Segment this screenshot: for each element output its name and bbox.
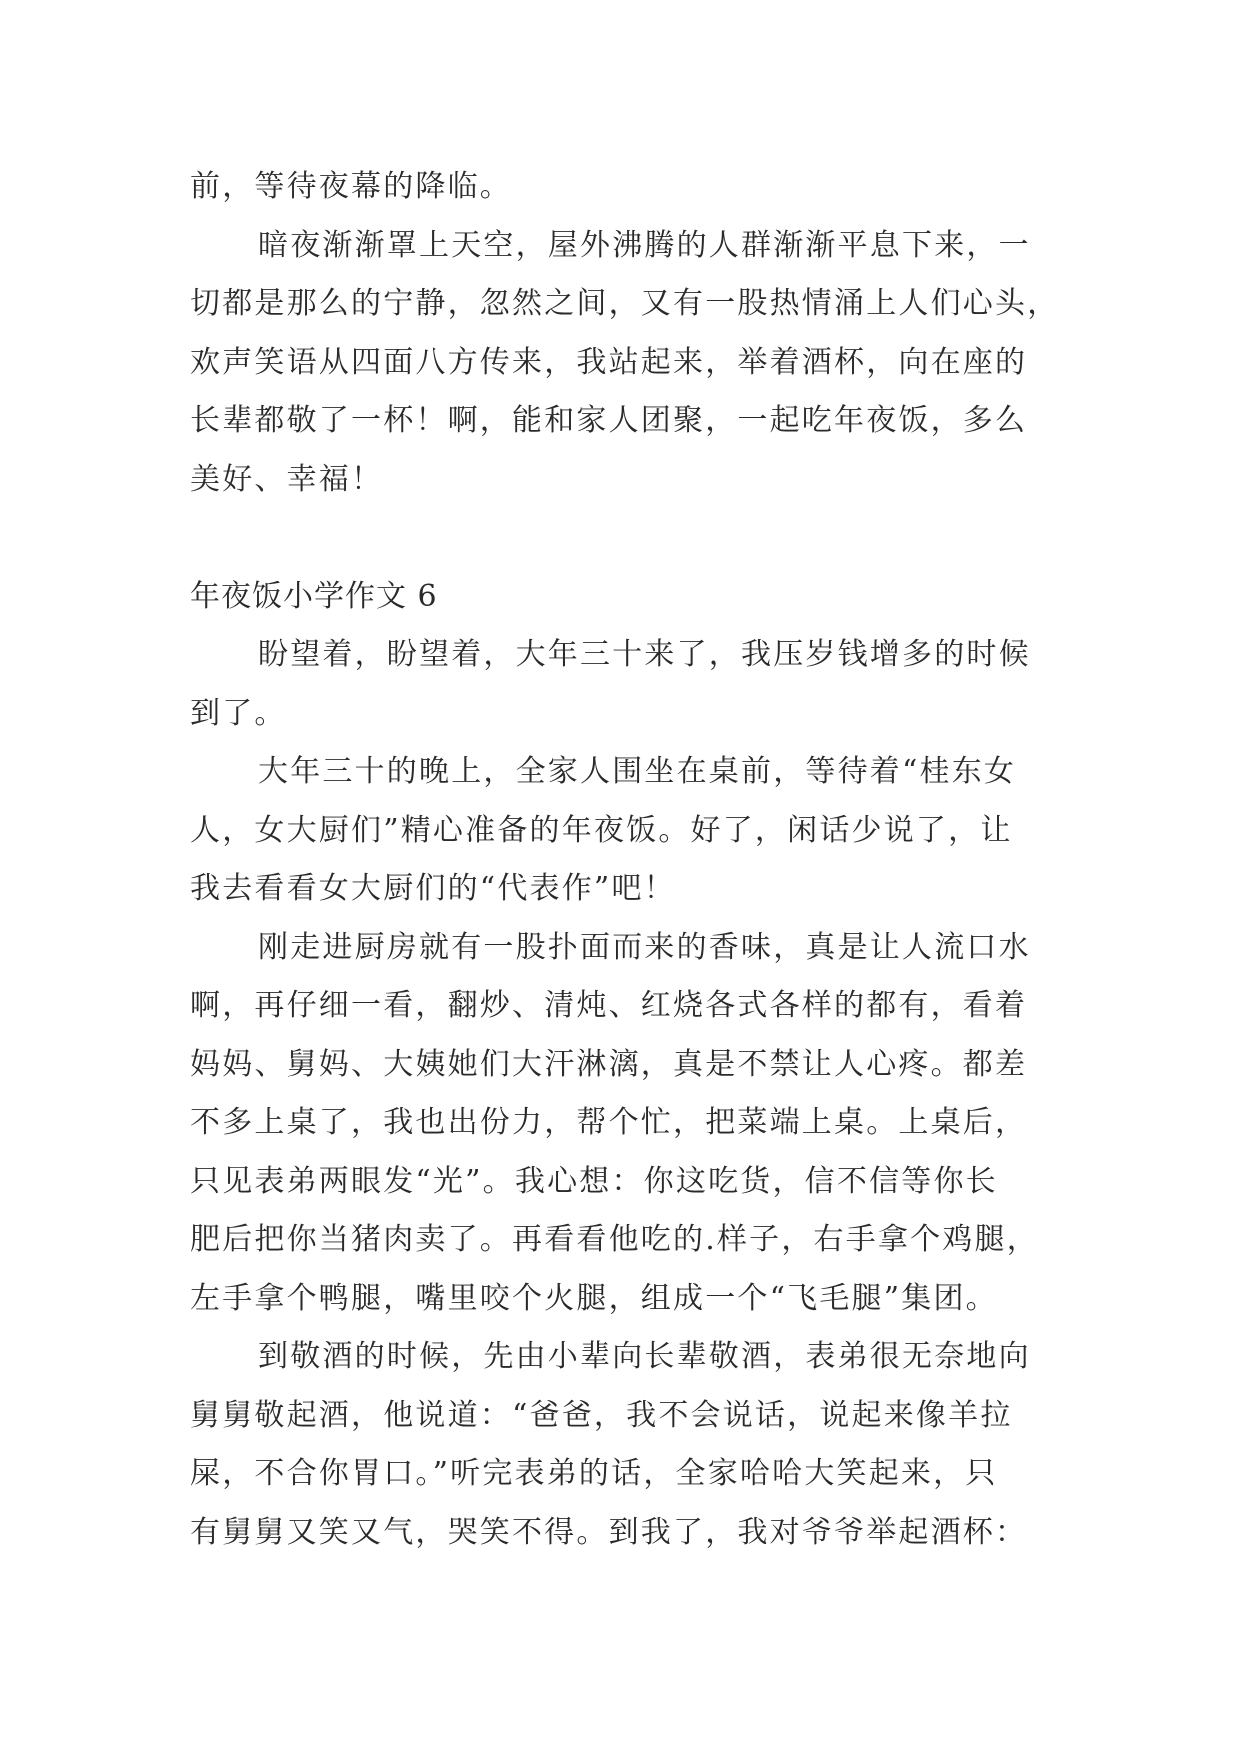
text-line: 美好、幸福！ [190, 461, 384, 497]
paragraph-continuation [190, 158, 1050, 217]
text-line: 到了。 [190, 695, 287, 731]
text-line: 人，女大厨们”精心准备的年夜饭。好了，闲话少说了，让 [190, 812, 1013, 848]
text-line: 肥后把你当猪肉卖了。再看看他吃的.样子，右手拿个鸡腿， [190, 1222, 1039, 1257]
document-body [190, 158, 1060, 1562]
paragraph-4 [190, 919, 1050, 1329]
section-heading: 年夜饭小学作文 6 [190, 578, 438, 614]
text-line: 我去看看女大厨们的“代表作”吧！ [190, 871, 676, 906]
text-line: 刚走进厨房就有一股扑面而来的香味，真是让人流口水 [258, 929, 1031, 965]
text-line: 到敬酒的时候，先由小辈向长辈敬酒，表弟很无奈地向 [258, 1339, 1031, 1374]
text-line: 大年三十的晚上，全家人围坐在桌前，等待着“桂东女 [258, 754, 1017, 789]
text-line: 啊，再仔细一看，翻炒、清炖、红烧各式各样的都有，看着 [190, 988, 1028, 1023]
text-line: 舅舅敬起酒，他说道：“爸爸，我不会说话，说起来像羊拉 [190, 1397, 1013, 1433]
blank-line [190, 509, 1050, 568]
text-line: 不多上桌了，我也出份力，帮个忙，把菜端上桌。上桌后， [190, 1105, 1028, 1140]
text-line: 左手拿个鸭腿，嘴里咬个火腿，组成一个“飞毛腿”集团。 [190, 1280, 998, 1316]
text-line: 欢声笑语从四面八方传来，我站起来，举着酒杯，向在座的 [190, 344, 1028, 380]
text-line: 只见表弟两眼发“光”。我心想：你这吃货，信不信等你长 [190, 1163, 998, 1199]
text-line: 暗夜渐渐罩上天空，屋外沸腾的人群渐渐平息下来，一 [258, 227, 1031, 263]
text-line: 盼望着，盼望着，大年三十来了，我压岁钱增多的时候 [258, 637, 1031, 672]
text-line: 有舅舅又笑又气，哭笑不得。到我了，我对爷爷举起酒杯： [190, 1514, 1028, 1550]
text-line: 前，等待夜幕的降临。 [190, 169, 512, 204]
paragraph-1 [190, 217, 1060, 510]
paragraph-2 [190, 626, 1050, 743]
text-line: 屎，不合你胃口。”听完表弟的话，全家哈哈大笑起来，只 [190, 1456, 998, 1491]
text-line: 切都是那么的宁静，忽然之间，又有一股热情涌上人们心头， [190, 286, 1060, 321]
text-line: 长辈都敬了一杯！啊，能和家人团聚，一起吃年夜饭，多么 [190, 403, 1028, 438]
paragraph-3 [190, 743, 1050, 919]
text-line: 妈妈、舅妈、大姨她们大汗淋漓，真是不禁让人心疼。都差 [190, 1046, 1028, 1082]
paragraph-5 [190, 1328, 1050, 1562]
